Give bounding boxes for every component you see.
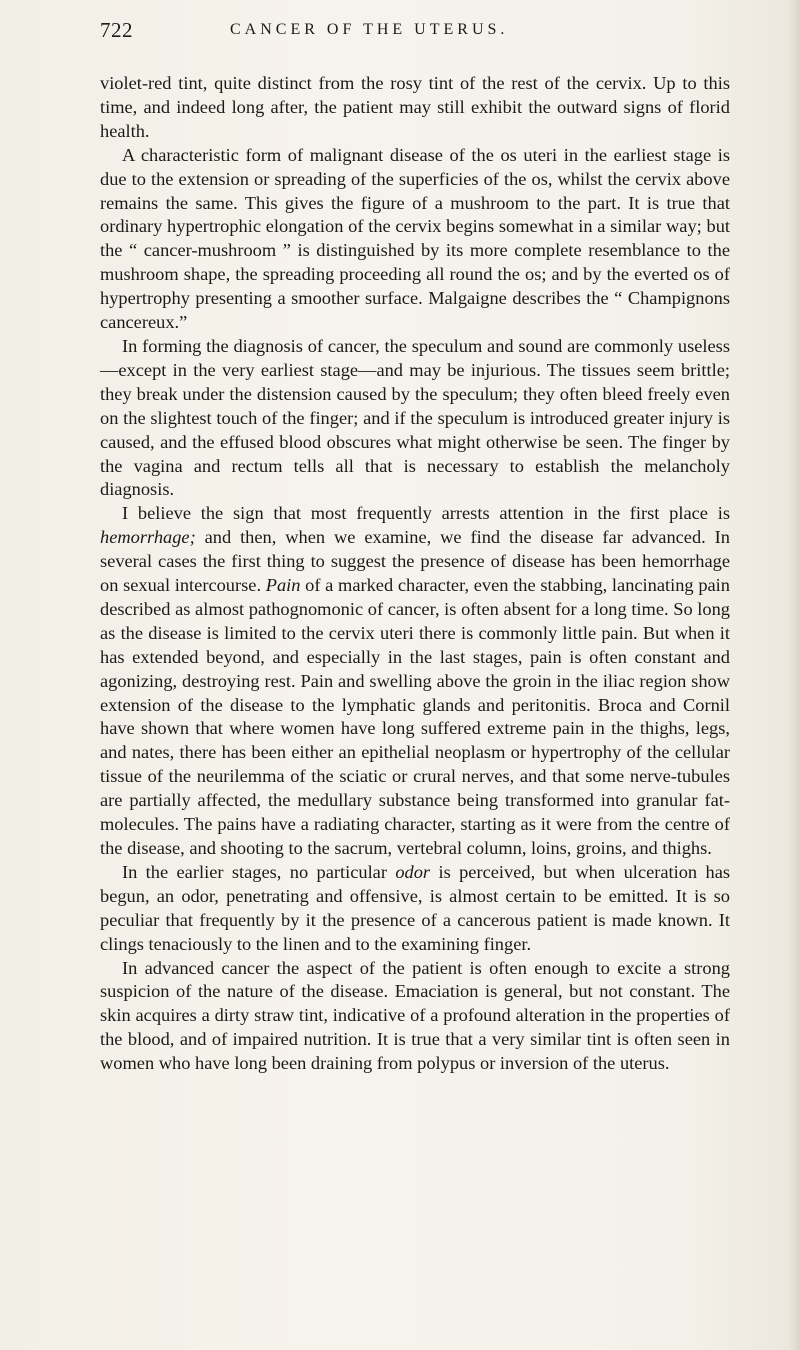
paragraph-3: In forming the diagnosis of cancer, the speculum and sound are commonly useless—except in the very earliest stage—and may be injurious. The tissues seem brittle; they break under the distension caused by the speculum; they often bleed freely even on the slightest touch of the finger; and if the speculum is introduced greater injury is caused, and the effused blood obscures what might otherwise be seen. The finger by the vagina and rectum tells all that is necessary to establish the melancholy diagnosis. (100, 335, 730, 500)
paragraph-6: In advanced cancer the aspect of the patient is often enough to excite a strong suspicion of the nature of the disease. Emaciation is general, but not constant. The skin acquires a dirty straw tint, indicative of a profound alteration in the properties of the blood, and of impaired nutrition. It is true that a very similar tint is often seen in women who have long been draining from polypus or inversion of the uterus. (100, 957, 730, 1074)
body-text (100, 72, 730, 1076)
page-number: 722 (100, 18, 133, 42)
running-title: CANCER OF THE UTERUS. (230, 21, 509, 38)
paragraph-2: A characteristic form of malignant disease of the os uteri in the earliest stage is due to the extension or spreading of the superficies of the os, whilst the cervix above remains the same. This gives the figure of a mushroom to the part. It is true that ordinary hypertrophic elongation of the cervix begins somewhat in a similar way; but the “ cancer-mushroom ” is distinguished by its more complete resemblance to the mushroom shape, the spreading proceeding all round the os; and by the everted os of hypertrophy presenting a smoother surface. Malgaigne describes the “ Champignons cancereux.” (100, 144, 730, 333)
running-head (100, 18, 730, 48)
paragraph-5-part-2: is perceived, but when ulceration has begun, an odor, penetrating and offensive, is almost certain to be emitted. It is so peculiar that frequently by it the presence of a cancerous patient is made known. It clings tenaciously to the linen and to the examining finger. (100, 861, 731, 954)
paragraph-4-part-2: and then, when we examine, we find the disease far advanced. In several cases the first thing to suggest the presence of disease has been hemorrhage on sexual intercourse. (100, 527, 730, 596)
paragraph-5 (100, 861, 730, 957)
page-edge-shadow (788, 0, 800, 1350)
emphasis-hemorrhage: hemorrhage; (100, 527, 196, 548)
emphasis-pain: Pain (265, 575, 301, 596)
paragraph-4-part-3: of a marked character, even the stabbing, lancinating pain described as almost pathognomonic of cancer, is often absent for a long time. So long as the disease is limited to the cervix uteri there is commonly little pain. But when it has extended beyond, and especially in the last stages, pain is often constant and agonizing, destroying rest. Pain and swelling above the groin in the iliac region show extension of the disease to the lymphatic glands and peritonitis. Broca and Cornil have shown that where women have long suffered extreme pain in the thighs, legs, and nates, there has been either an epithelial neoplasm or hypertrophy of the cellular tissue of the neurilemma of the sciatic or crural nerves, and that some nerve-tubules are partially affected, the medullary substance being transformed into granular fat-molecules. The pains have a radiating character, starting as it were from the centre of the disease, and shooting to the sacrum, vertebral column, loins, groins, and thighs. (100, 575, 730, 858)
paragraph-4-part-1: I believe the sign that most frequently arrests attention in the first place is (122, 503, 730, 524)
emphasis-odor: odor (395, 861, 431, 882)
paragraph-4 (100, 502, 730, 861)
paragraph-5-part-1: In the earlier stages, no particular (122, 861, 396, 882)
paragraph-1: violet-red tint, quite distinct from the rosy tint of the rest of the cervix. Up to this time, and indeed long after, the patient may still exhibit the outward signs of florid health. (100, 73, 730, 141)
